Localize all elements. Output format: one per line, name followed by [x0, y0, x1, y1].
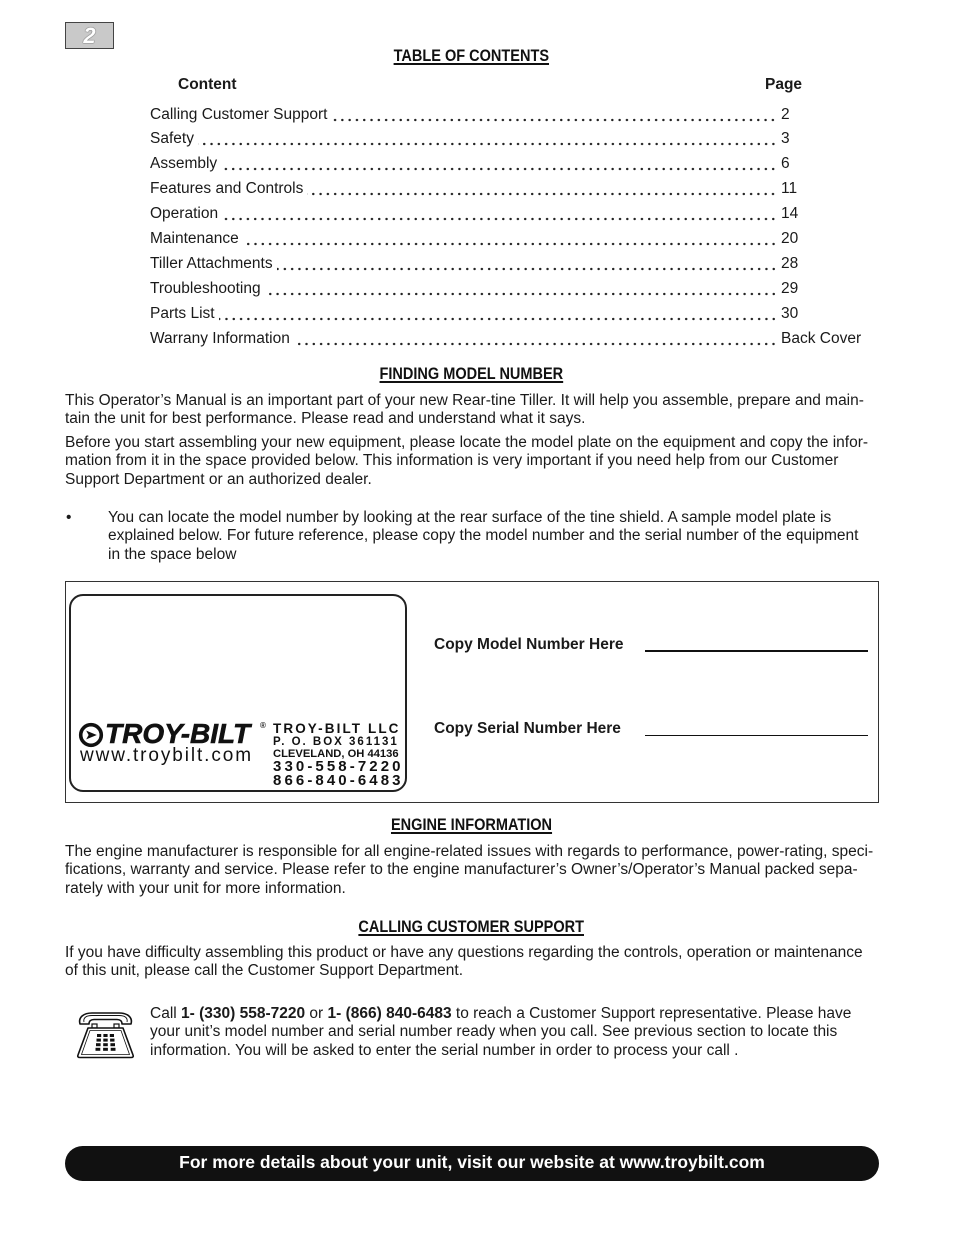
paragraph-line: This Operator’s Manual is an important part of your new Rear-tine Tiller. It will help you assemble, prepare and main- — [65, 391, 864, 409]
toc-entry-page: 14 — [781, 205, 799, 223]
paragraph-line: your unit’s model number and serial number ready when you call. See previous section to locate this — [150, 1023, 838, 1041]
toc-entry-page: 11 — [781, 180, 798, 198]
paragraph-line: Support Department or an authorized dealer. — [65, 471, 372, 489]
toc-dot-leader — [277, 252, 777, 277]
bullet-paragraph — [108, 509, 858, 565]
toc-entry-page: Back Cover — [781, 329, 862, 347]
paragraph-line: If you have difficulty assembling this product or have any questions regarding the controls, operation or maintenance — [65, 943, 863, 961]
copy-serial-number-label: Copy Serial Number Here — [434, 720, 621, 737]
toc-entry-main — [150, 202, 777, 227]
toc-dot-leader — [307, 177, 777, 202]
toc-entry-main — [150, 152, 777, 177]
toc-dot-leader — [219, 302, 777, 327]
toc-entry-main — [150, 127, 777, 152]
toc-column-content: Content — [178, 76, 237, 93]
troy-bilt-logo-text: TROY-BILT — [105, 718, 251, 749]
model-number-write-line — [645, 650, 868, 652]
toc-entry-title: Maintenance — [150, 229, 239, 247]
toc-entry-main — [150, 103, 777, 128]
plate-website: www.troybilt.com — [80, 745, 253, 766]
toc-entry-main — [150, 252, 777, 277]
model-intro-paragraph — [65, 392, 864, 430]
toc-heading — [65, 46, 878, 66]
registered-mark: ® — [260, 721, 266, 730]
paragraph-line: of this unit, please call the Customer Support Department. — [65, 962, 464, 980]
telephone-icon — [75, 1011, 136, 1059]
toc-entry-title: Assembly — [150, 155, 218, 173]
toc-entry — [150, 277, 870, 302]
model-plate-box — [65, 581, 879, 803]
toc-dot-leader — [294, 327, 777, 352]
model-plate — [69, 594, 407, 792]
page-number-tab — [65, 22, 114, 49]
serial-number-write-line — [645, 735, 868, 736]
plate-phone-2: 866-840-6483 — [273, 772, 404, 789]
support-phone-2: 1- (866) 840-6483 — [327, 1004, 452, 1022]
toc-entry-page: 2 — [781, 105, 790, 123]
toc-entry-title: Safety — [150, 130, 194, 148]
paragraph-line: tain the unit for best performance. Please read and understand what it says. — [65, 410, 586, 428]
model-number-heading-text: FINDING MODEL NUMBER — [379, 365, 564, 383]
paragraph-line: explained below. For future reference, please copy the model number and the serial number of the equipment — [108, 527, 859, 545]
call-joiner: or — [305, 1004, 328, 1022]
toc-entry-title: Calling Customer Support — [150, 105, 328, 123]
website-footer-bar — [65, 1146, 879, 1181]
paragraph-line: information. You will be asked to enter the serial number in order to process your call . — [150, 1042, 739, 1060]
toc-entry-main — [150, 327, 777, 352]
toc-entry-page: 6 — [781, 155, 790, 173]
plate-phone-1: 330-558-7220 — [273, 758, 404, 775]
toc-entry — [150, 302, 870, 327]
plate-po-box: P. O. BOX 361131 — [273, 735, 399, 748]
troy-bilt-logo-mark-icon — [78, 722, 104, 748]
toc-column-page: Page — [765, 76, 803, 93]
toc-entry — [150, 327, 870, 352]
toc-entry-main — [150, 227, 777, 252]
toc-heading-text: TABLE OF CONTENTS — [393, 47, 550, 65]
customer-support-heading — [65, 917, 878, 937]
toc-list — [150, 103, 870, 352]
toc-entry-page: 3 — [781, 130, 790, 148]
call-prefix: Call — [150, 1004, 182, 1022]
toc-entry-title: Warrany Information — [150, 329, 290, 347]
toc-entry-page: 29 — [781, 279, 799, 297]
toc-entry-page: 30 — [781, 304, 799, 322]
toc-dot-leader — [243, 227, 777, 252]
paragraph-line: fications, warranty and service. Please refer to the engine manufacturer’s Owner’s/Operator’s Manual packed sepa- — [65, 861, 858, 879]
toc-entry-title: Features and Controls — [150, 180, 304, 198]
toc-dot-leader — [222, 202, 777, 227]
toc-entry — [150, 252, 870, 277]
toc-entry-main — [150, 277, 777, 302]
toc-entry-title: Tiller Attachments — [150, 254, 273, 272]
paragraph-line: The engine manufacturer is responsible for all engine-related issues with regards to performance, power-rating, speci- — [65, 842, 874, 860]
toc-entry-title: Troubleshooting — [150, 279, 261, 297]
paragraph-line: You can locate the model number by looking at the rear surface of the tine shield. A sample model plate is — [108, 508, 832, 526]
toc-entry-main — [150, 302, 777, 327]
page-number: 2 — [83, 23, 96, 48]
engine-info-heading-text: ENGINE INFORMATION — [390, 816, 553, 834]
toc-entry — [150, 103, 870, 128]
toc-dot-leader — [221, 152, 777, 177]
plate-company-name: TROY-BILT LLC — [273, 721, 401, 736]
toc-entry — [150, 177, 870, 202]
model-plate-instructions-paragraph — [65, 434, 868, 490]
toc-dot-leader — [331, 103, 777, 128]
toc-entry — [150, 202, 870, 227]
copy-model-number-label: Copy Model Number Here — [434, 636, 624, 653]
toc-dot-leader — [265, 277, 777, 302]
customer-support-heading-text: CALLING CUSTOMER SUPPORT — [358, 918, 585, 936]
plate-city: CLEVELAND, OH 44136 — [273, 748, 399, 760]
paragraph-line: in the space below — [108, 546, 237, 564]
toc-entry — [150, 152, 870, 177]
bullet-symbol: • — [66, 508, 72, 526]
model-number-heading — [65, 364, 878, 384]
paragraph-line — [150, 1005, 851, 1024]
toc-entry-page: 20 — [781, 229, 799, 247]
call-line-1-rest: to reach a Customer Support representative. Please have — [451, 1004, 852, 1022]
toc-entry-title: Parts List — [150, 304, 215, 322]
support-phone-1: 1- (330) 558-7220 — [181, 1004, 306, 1022]
engine-info-paragraph — [65, 843, 873, 899]
toc-entry — [150, 127, 870, 152]
paragraph-line: rately with your unit for more information. — [65, 880, 346, 898]
call-support-text — [150, 1005, 851, 1061]
paragraph-line: Before you start assembling your new equipment, please locate the model plate on the equipment and copy the infor- — [65, 433, 869, 451]
footer-text: For more details about your unit, visit our website at www.troybilt.com — [179, 1152, 765, 1172]
toc-dot-leader — [198, 127, 777, 152]
toc-entry — [150, 227, 870, 252]
engine-info-heading — [65, 815, 878, 835]
customer-support-paragraph — [65, 944, 863, 982]
toc-entry-title: Operation — [150, 205, 219, 223]
toc-entry-main — [150, 177, 777, 202]
toc-entry-page: 28 — [781, 254, 799, 272]
paragraph-line: mation from it in the space provided below. This information is very important if you need help from our Customer — [65, 452, 839, 470]
